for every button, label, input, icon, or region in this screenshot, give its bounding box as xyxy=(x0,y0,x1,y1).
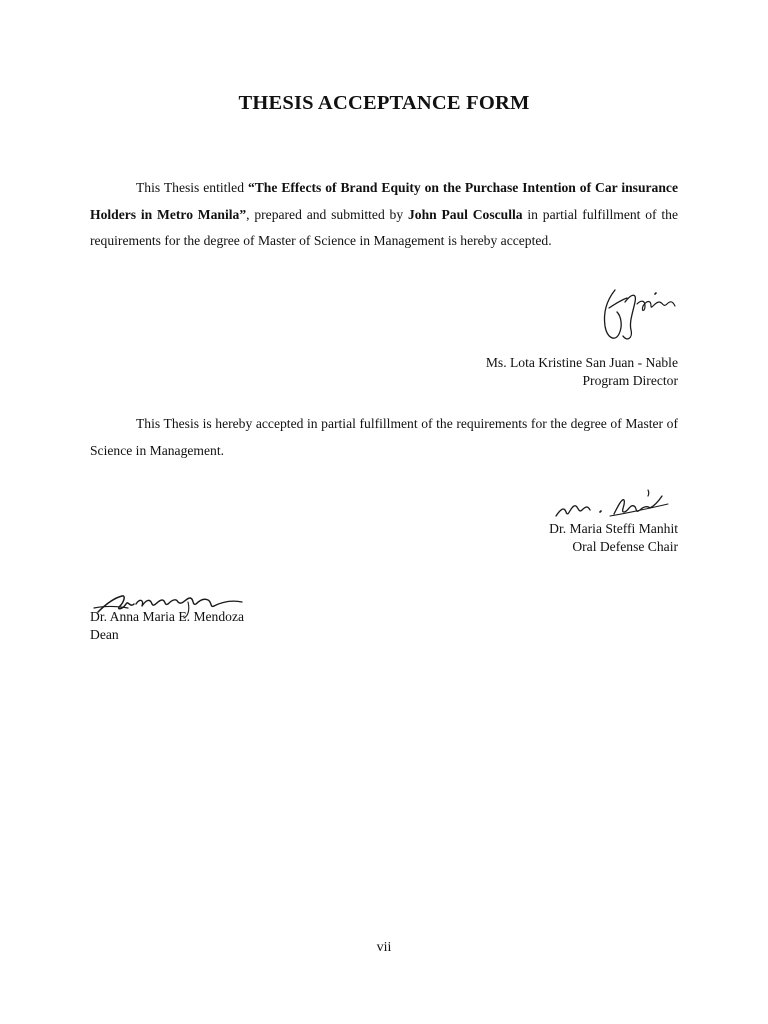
program-director-signature-block xyxy=(486,354,678,389)
paragraph1-text-b: , prepared and submitted by xyxy=(246,206,408,222)
dean-name: Dr. Anna Maria E. Mendoza xyxy=(90,609,245,624)
thesis-title: “The Effects of Brand Equity on the Purchase Intention of Car insurance Holders in Metro Manila” xyxy=(90,180,678,222)
oral-defense-chair-signature-block xyxy=(549,520,678,555)
oral-defense-chair-name: Dr. Maria Steffi Manhit xyxy=(549,521,678,536)
dean-signature-block xyxy=(90,608,244,643)
paragraph1-text-a: This Thesis entitled xyxy=(136,180,248,195)
paragraph2-text: This Thesis is hereby accepted in partial fulfillment of the requirements for the degree of Master of Science in Management. xyxy=(90,416,678,458)
page-number: vii xyxy=(376,940,392,955)
form-title: THESIS ACCEPTANCE FORM xyxy=(238,92,530,114)
program-director-name: Ms. Lota Kristine San Juan - Nable xyxy=(485,355,678,370)
thesis-author: John Paul Cosculla xyxy=(407,206,523,222)
program-director-role: Program Director xyxy=(582,372,678,388)
oral-defense-chair-role: Oral Defense Chair xyxy=(572,538,678,554)
acceptance-paragraph-panel xyxy=(90,411,678,464)
program-director-signature xyxy=(585,282,681,346)
dean-role: Dean xyxy=(90,626,119,642)
acceptance-paragraph-program-director xyxy=(90,175,678,255)
paragraph1-text-c: in partial fulfillment of the requirements for the degree of Master of Science in Management is hereby accepted. xyxy=(90,206,678,248)
